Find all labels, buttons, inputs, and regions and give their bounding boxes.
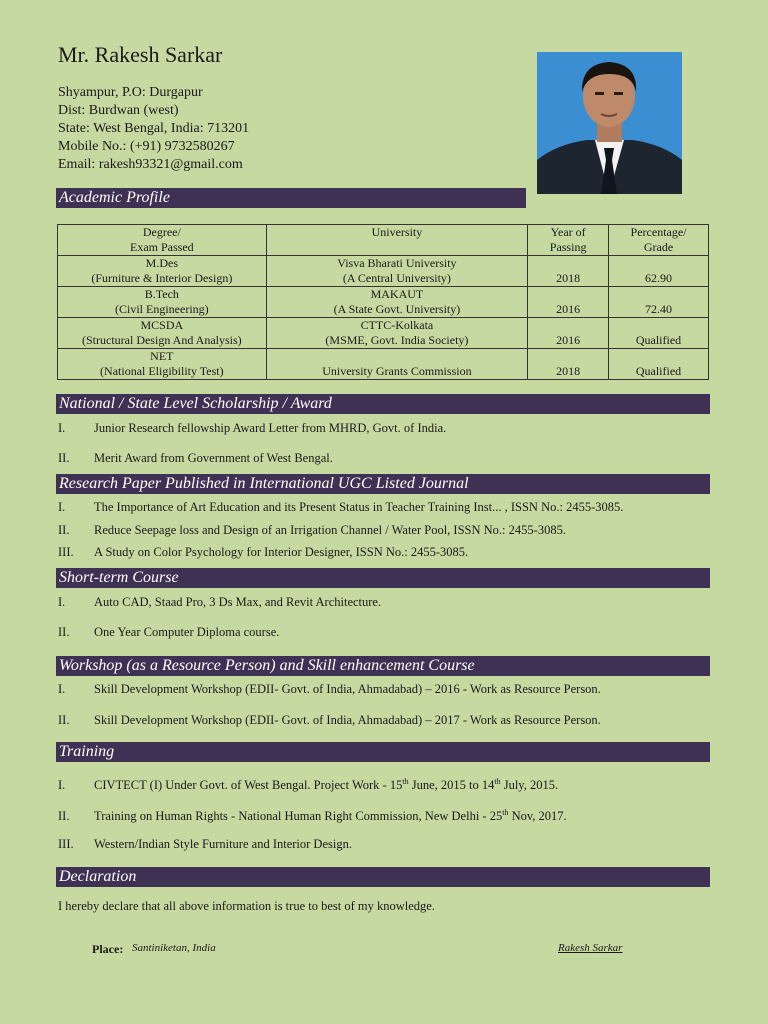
section-scholarship: National / State Level Scholarship / Award: [56, 394, 710, 414]
list-item: II. Training on Human Rights - National Human Right Commission, New Delhi - 25th Nov, 2017.: [58, 808, 567, 824]
table-row: [58, 318, 709, 349]
list-item: I. Skill Development Workshop (EDII- Govt. of India, Ahmadabad) – 2016 - Work as Resource Person.: [58, 682, 601, 696]
list-item: I. CIVTECT (I) Under Govt. of West Bengal. Project Work - 15th June, 2015 to 14th July, 2015.: [58, 777, 559, 793]
district-line: Dist: Burdwan (west): [58, 103, 179, 118]
section-academic-profile: Academic Profile: [56, 188, 526, 208]
cell-grade: Qualified: [609, 318, 709, 349]
cell-university: University Grants Commission: [266, 349, 528, 380]
address-line: Shyampur, P.O: Durgapur: [58, 85, 203, 100]
header-percentage: Percentage/ Grade: [609, 225, 709, 256]
table-header-row: [58, 225, 709, 256]
cell-university: MAKAUT (A State Govt. University): [266, 287, 528, 318]
list-item: I. Junior Research fellowship Award Letter from MHRD, Govt. of India.: [58, 421, 447, 435]
cell-grade: Qualified: [609, 349, 709, 380]
header-year: Year of Passing: [528, 225, 609, 256]
cell-grade: 72.40: [609, 287, 709, 318]
cell-degree: MCSDA (Structural Design And Analysis): [58, 318, 267, 349]
cell-degree: B.Tech (Civil Engineering): [58, 287, 267, 318]
header-degree: Degree/ Exam Passed: [58, 225, 267, 256]
list-item: I. The Importance of Art Education and its Present Status in Teacher Training Inst... , ISSN No.: 2455-3085.: [58, 500, 624, 514]
place-label: Place:: [92, 942, 124, 956]
cell-year: 2018: [528, 256, 609, 287]
place-value: Santiniketan, India: [132, 942, 216, 954]
list-item: II. One Year Computer Diploma course.: [58, 625, 280, 639]
contact-block: [58, 84, 249, 174]
academic-table: [57, 224, 709, 380]
cell-year: 2018: [528, 349, 609, 380]
list-item: II. Skill Development Workshop (EDII- Govt. of India, Ahmadabad) – 2017 - Work as Resource Person.: [58, 713, 601, 727]
section-research: Research Paper Published in International UGC Listed Journal: [56, 474, 710, 494]
section-declaration: Declaration: [56, 867, 710, 887]
list-item: II. Reduce Seepage loss and Design of an Irrigation Channel / Water Pool, ISSN No.: 2455-3085.: [58, 523, 566, 537]
signature: Rakesh Sarkar: [558, 942, 623, 954]
section-training: Training: [56, 742, 710, 762]
cell-university: Visva Bharati University (A Central University): [266, 256, 528, 287]
list-item: III. Western/Indian Style Furniture and Interior Design.: [58, 837, 352, 851]
section-short-term-course: Short-term Course: [56, 568, 710, 588]
cell-degree: M.Des (Furniture & Interior Design): [58, 256, 267, 287]
list-item: II. Merit Award from Government of West Bengal.: [58, 451, 333, 465]
header-university: University: [266, 225, 528, 256]
email-line: Email: rakesh93321@gmail.com: [58, 157, 243, 172]
state-line: State: West Bengal, India: 713201: [58, 121, 250, 136]
cell-year: 2016: [528, 287, 609, 318]
list-item: I. Auto CAD, Staad Pro, 3 Ds Max, and Revit Architecture.: [58, 595, 382, 609]
cell-grade: 62.90: [609, 256, 709, 287]
cell-year: 2016: [528, 318, 609, 349]
table-row: [58, 256, 709, 287]
mobile-line: Mobile No.: (+91) 9732580267: [58, 139, 235, 154]
table-row: [58, 349, 709, 380]
table-row: [58, 287, 709, 318]
section-workshop: Workshop (as a Resource Person) and Skill enhancement Course: [56, 656, 710, 676]
declaration-text: I hereby declare that all above information is true to best of my knowledge.: [58, 899, 435, 913]
list-item: III. A Study on Color Psychology for Interior Designer, ISSN No.: 2455-3085.: [58, 545, 469, 559]
profile-photo: [537, 52, 682, 194]
candidate-name: Mr. Rakesh Sarkar: [58, 42, 223, 67]
cell-degree: NET (National Eligibility Test): [58, 349, 267, 380]
cell-university: CTTC-Kolkata (MSME, Govt. India Society): [266, 318, 528, 349]
